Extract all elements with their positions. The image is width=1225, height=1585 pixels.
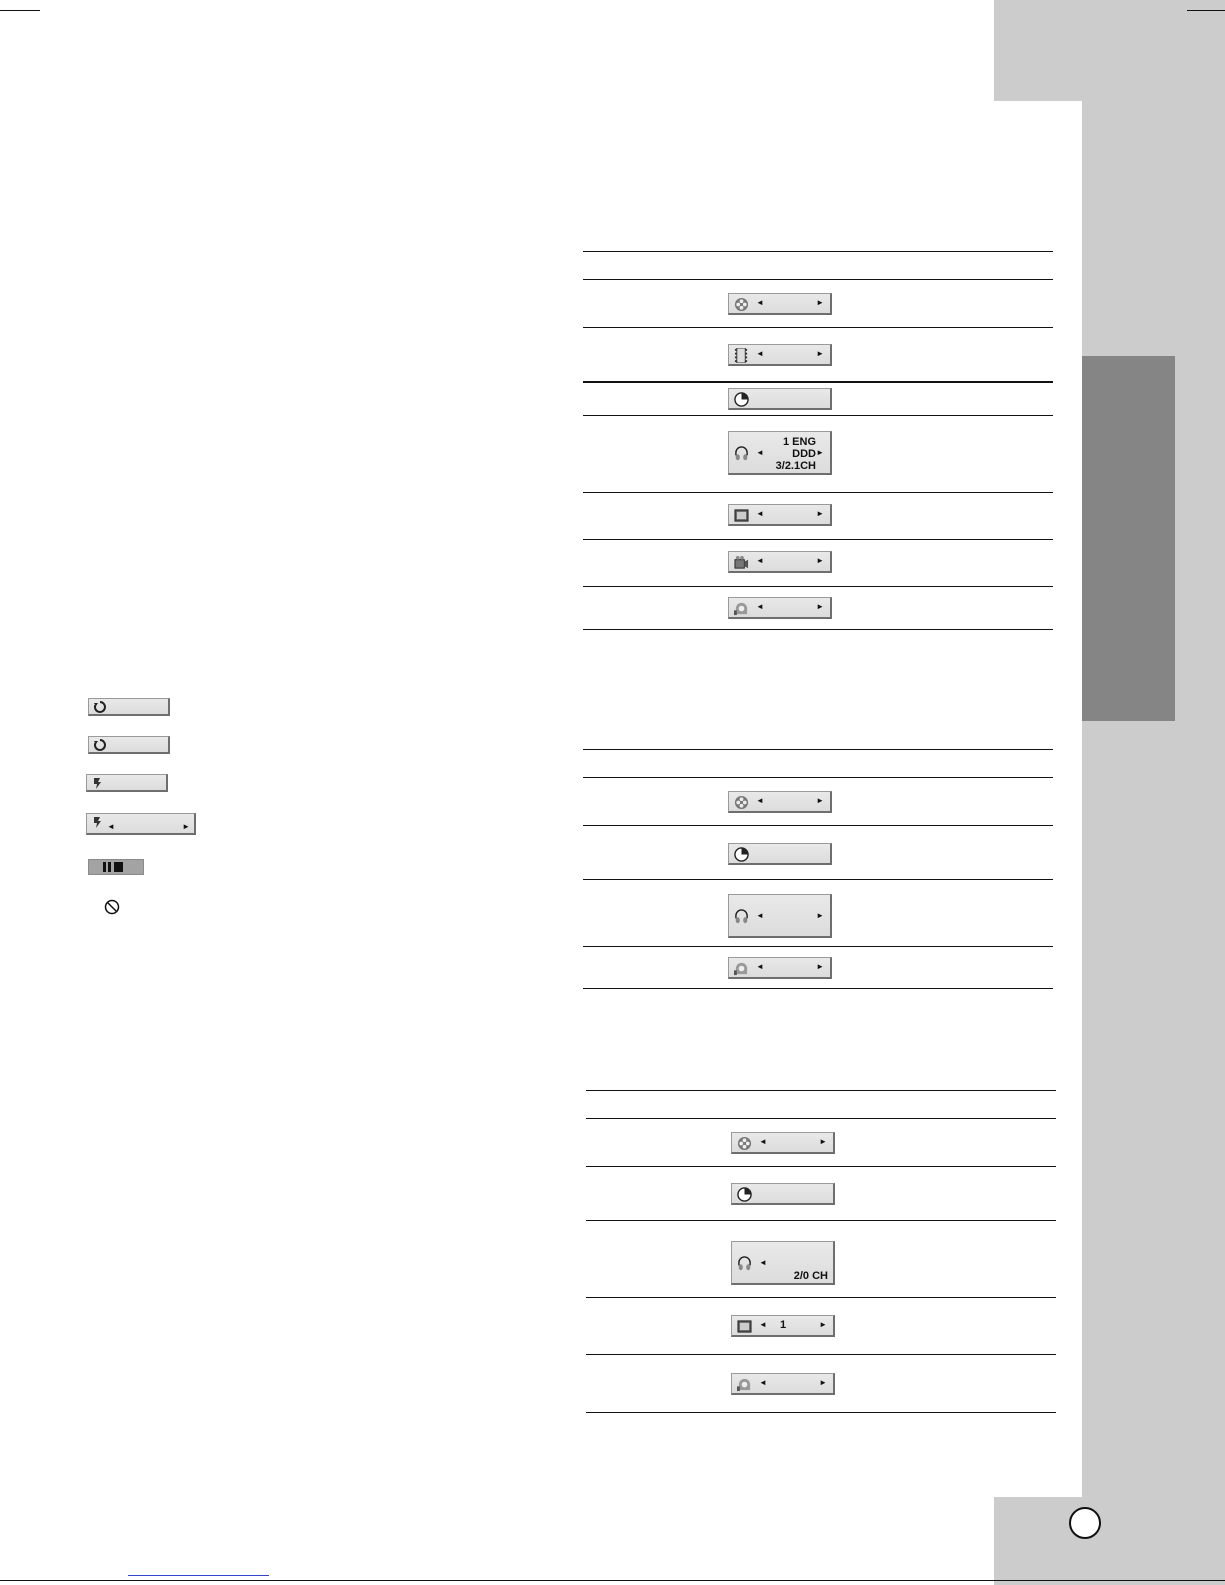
bottom-rule <box>0 1580 1225 1581</box>
table-rule <box>583 988 1053 989</box>
time-icon <box>734 392 749 407</box>
osd-audio-box <box>731 1241 835 1285</box>
left-arrow-icon: ◄ <box>756 911 764 920</box>
table-rule <box>583 946 1053 947</box>
left-arrow-icon: ◄ <box>759 1378 767 1387</box>
prohibited-icon <box>104 899 120 915</box>
table-rule <box>583 279 1053 280</box>
left-arrow-icon: ◄ <box>756 556 764 565</box>
table-rule <box>586 1090 1056 1091</box>
right-arrow-icon: ► <box>816 796 824 805</box>
title-icon <box>734 795 749 810</box>
angle-icon <box>734 555 749 570</box>
left-arrow-icon: ◄ <box>759 1258 767 1267</box>
table-rule <box>586 1354 1056 1355</box>
subtitle-icon <box>734 508 749 523</box>
right-arrow-icon: ► <box>816 556 824 565</box>
repeat-icon <box>93 738 107 752</box>
table-rule <box>583 492 1053 493</box>
left-arrow-icon: ◄ <box>759 1320 767 1329</box>
table-rule <box>583 629 1053 630</box>
audio-channels: 3/2.1CH <box>775 460 816 472</box>
table-rule <box>583 327 1053 328</box>
chapter-icon <box>734 348 749 363</box>
marker-icon <box>91 815 105 829</box>
left-arrow-icon: ◄ <box>107 822 115 831</box>
time-icon <box>737 1187 752 1202</box>
marker-icon <box>91 776 105 790</box>
audio-language: 1 ENG <box>782 436 816 448</box>
subtitle-number: 1 <box>780 1319 787 1331</box>
right-arrow-icon: ► <box>819 1320 827 1329</box>
subtitle-icon <box>737 1319 752 1334</box>
left-arrow-icon: ◄ <box>756 298 764 307</box>
osd-angle-box <box>728 551 832 573</box>
table-rule <box>583 777 1053 778</box>
table-rule <box>583 879 1053 880</box>
page-number-circle <box>1069 1507 1101 1539</box>
repeat-status-box <box>88 698 170 716</box>
pause-stop-icon <box>103 862 129 872</box>
left-arrow-icon: ◄ <box>759 1137 767 1146</box>
osd-audio-box <box>728 894 832 938</box>
left-arrow-icon: ◄ <box>756 509 764 518</box>
osd-title-box <box>731 1132 835 1154</box>
right-arrow-icon: ► <box>816 602 824 611</box>
audio-format: DDD <box>792 448 816 460</box>
osd-sound-box <box>728 957 832 979</box>
audio-icon <box>734 909 749 924</box>
osd-subtitle-box <box>731 1315 835 1337</box>
time-icon <box>734 847 749 862</box>
audio-icon <box>737 1256 752 1271</box>
osd-title-box <box>728 293 832 315</box>
left-arrow-icon: ◄ <box>756 448 764 457</box>
sound-icon <box>734 961 749 976</box>
osd-time-box <box>728 388 832 410</box>
audio-channels: 2/0 CH <box>793 1270 828 1282</box>
link-underline <box>128 1575 269 1576</box>
left-arrow-icon: ◄ <box>756 349 764 358</box>
table-rule <box>583 539 1053 540</box>
right-arrow-icon: ► <box>816 509 824 518</box>
table-rule <box>586 1118 1056 1119</box>
right-arrow-icon: ► <box>819 1378 827 1387</box>
side-tab-bottom <box>994 1497 1225 1585</box>
osd-chapter-box <box>728 344 832 366</box>
repeat-icon <box>93 700 107 714</box>
section-tab <box>1082 356 1175 721</box>
left-arrow-icon: ◄ <box>756 602 764 611</box>
left-arrow-icon: ◄ <box>756 796 764 805</box>
osd-subtitle-box <box>728 504 832 526</box>
right-arrow-icon: ► <box>816 298 824 307</box>
table-rule <box>586 1297 1056 1298</box>
sound-icon <box>737 1377 752 1392</box>
title-icon <box>737 1136 752 1151</box>
table-rule <box>583 586 1053 587</box>
left-arrow-icon: ◄ <box>756 962 764 971</box>
right-arrow-icon: ► <box>816 911 824 920</box>
right-arrow-icon: ► <box>816 349 824 358</box>
table-rule <box>583 749 1053 750</box>
table-rule <box>583 251 1053 252</box>
osd-sound-box <box>728 597 832 619</box>
pause-stop-box <box>88 859 144 875</box>
osd-sound-box <box>731 1373 835 1395</box>
crop-mark <box>1187 10 1225 11</box>
marker-status-box <box>86 774 168 792</box>
right-arrow-icon: ► <box>819 1137 827 1146</box>
table-rule <box>583 381 1053 383</box>
side-tab-strip <box>1082 0 1225 1585</box>
right-arrow-icon: ► <box>182 822 190 831</box>
table-rule <box>586 1166 1056 1167</box>
table-rule <box>583 825 1053 826</box>
table-rule <box>586 1412 1056 1413</box>
osd-title-box <box>728 791 832 813</box>
sound-icon <box>734 601 749 616</box>
title-icon <box>734 297 749 312</box>
osd-time-box <box>728 843 832 865</box>
marker-search-box <box>86 813 196 835</box>
osd-time-box <box>731 1183 835 1205</box>
table-rule <box>583 415 1053 416</box>
osd-audio-box <box>728 431 832 475</box>
right-arrow-icon: ► <box>816 962 824 971</box>
right-arrow-icon: ► <box>816 448 824 457</box>
table-rule <box>586 1220 1056 1221</box>
crop-mark <box>0 10 40 11</box>
audio-icon <box>734 446 749 461</box>
repeat-status-box <box>88 736 170 754</box>
